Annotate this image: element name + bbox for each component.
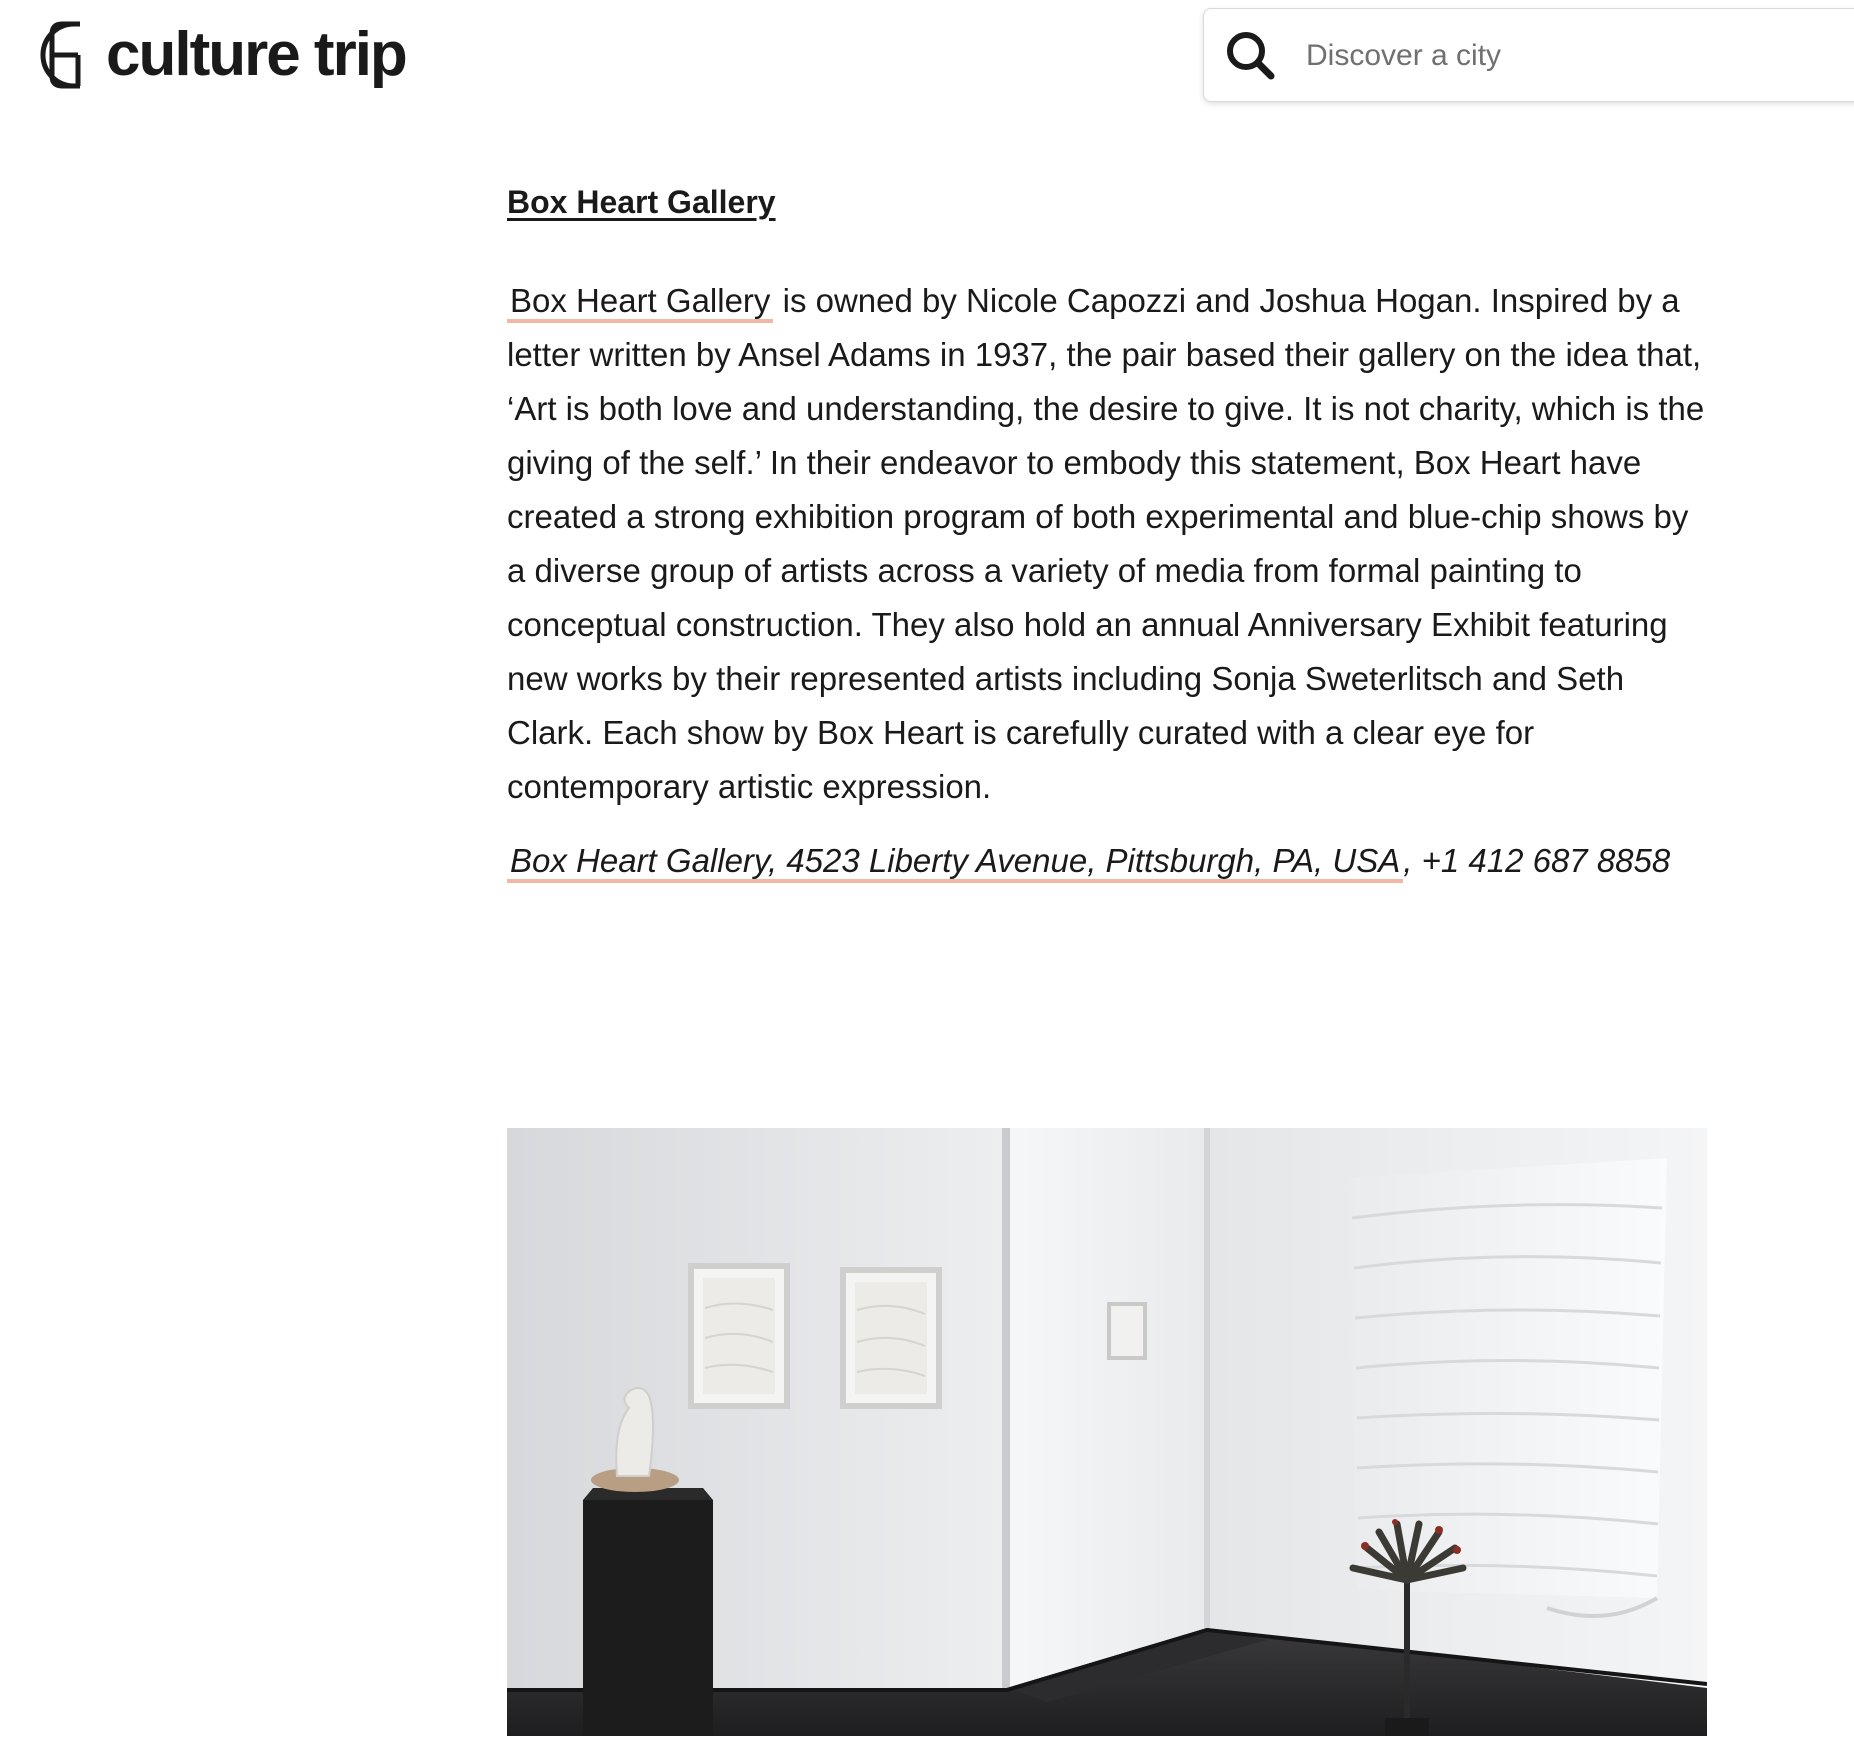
- search-icon[interactable]: [1224, 29, 1276, 81]
- article-paragraph: [507, 274, 1707, 814]
- gallery-link[interactable]: Box Heart Gallery: [507, 282, 773, 323]
- culture-trip-logo-icon: [28, 18, 86, 92]
- phone-number: , +1 412 687 8858: [1403, 842, 1671, 879]
- article-section: [507, 172, 1707, 888]
- address-link[interactable]: Box Heart Gallery, 4523 Liberty Avenue, Pittsburgh, PA, USA: [507, 842, 1403, 883]
- paragraph-text: is owned by Nicole Capozzi and Joshua Hogan. Inspired by a letter written by Ansel Adams in 1937, the pair based their gallery on the idea that, ‘Art is both love and understanding, the desire to give. It is not charity, which is the giving of the self.’ In their endeavor to embody this statement, Box Heart have created a strong exhibition program of both experimental and blue-chip shows by a diverse group of artists across a variety of media from formal painting to conceptual construction. They also hold an annual Anniversary Exhibit featuring new works by their represented artists including Sonja Sweterlitsch and Seth Clark. Each show by Box Heart is carefully curated with a clear eye for contemporary artistic expression.: [507, 282, 1705, 805]
- site-logo[interactable]: [28, 18, 406, 92]
- city-search-box[interactable]: [1203, 8, 1854, 102]
- section-title: Box Heart Gallery: [507, 184, 776, 220]
- gallery-address: [507, 834, 1707, 888]
- gallery-photo: [507, 1128, 1707, 1736]
- gallery-interior-image: [507, 1128, 1707, 1736]
- search-input[interactable]: [1304, 31, 1828, 81]
- site-header: [0, 0, 1854, 120]
- logo-text: culture trip: [106, 20, 406, 89]
